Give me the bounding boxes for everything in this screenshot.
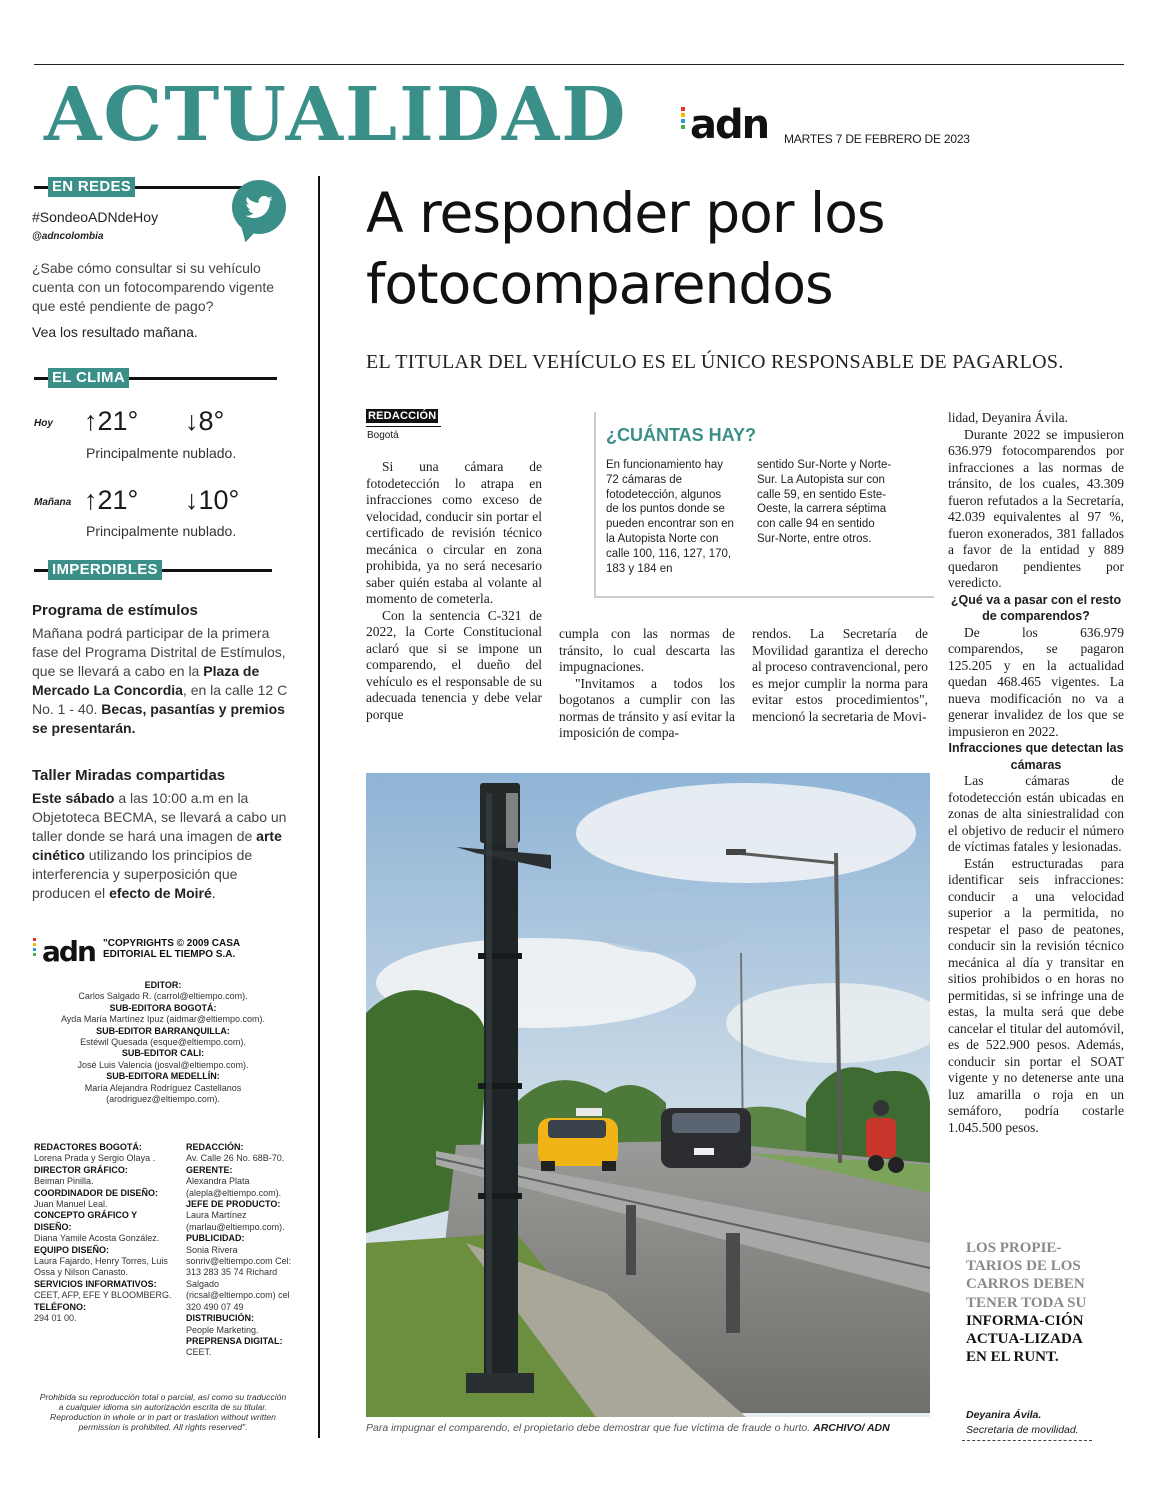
poll-question: ¿Sabe cómo consultar si su vehículo cuenta con un fotocomparendo vigente que esté pendiente de pago? [32, 260, 275, 314]
credits-right [186, 1142, 296, 1359]
credit-role: SUB-EDITORA MEDELLÍN: [106, 1071, 220, 1082]
credit-role: EQUIPO DISEÑO: [34, 1244, 110, 1255]
event-1-text: Mañana podrá participar de la primera fase del Programa Distrital de Estímulos, que se llevará a cabo en la Plaza de Mercado La Concordia, en la calle 12 C No. 1 - 40. Becas, pasantías y premios se presentarán. [32, 625, 288, 736]
weather-tomorrow-label: Mañana [34, 497, 72, 508]
credits-logo [42, 935, 95, 968]
en-redes-label: EN REDES [48, 177, 135, 197]
credit-names: Ayda María Martínez Ipuz (aidmar@eltiempo.com). [60, 1014, 266, 1025]
credit-names: People Marketing. [186, 1324, 259, 1335]
quote-rule [962, 1440, 1092, 1441]
imperdibles-label: IMPERDIBLES [48, 560, 162, 580]
credit-names: Av. Calle 26 No. 68B-70. [186, 1153, 285, 1164]
column-rule [318, 176, 320, 1438]
event-1-title: Programa de estímulos [32, 602, 198, 619]
sidebox-col-1: En funcionamiento hay 72 cámaras de fotodetección, algunos de los puntos donde se pueden encontrar son en la Autopista Norte con calle 100, 116, 127, 170, 183 y 184 en [606, 459, 734, 575]
credit-role: EDITOR: [144, 980, 182, 990]
credits-left [34, 1142, 174, 1325]
photo-caption: Para impugnar el comparendo, el propietario debe demostrar que fue víctima de fraude o hurto. ARCHIVO/ ADN [366, 1422, 890, 1434]
brand-name: adn [690, 102, 769, 148]
credit-role: SERVICIOS INFORMATIVOS: [34, 1278, 157, 1289]
credit-names: Carlos Salgado R. (carrol@eltiempo.com). [78, 991, 248, 1002]
credit-role: REDACTORES BOGOTÁ: [34, 1142, 142, 1152]
sidebox-frame-left [594, 412, 596, 597]
poll-cta: Vea los resultado mañana. [32, 324, 198, 340]
credit-names: María Alejandra Rodríguez Castellanos (arodriguez@eltiempo.com). [84, 1082, 242, 1105]
credit-role: JEFE DE PRODUCTO: [186, 1199, 281, 1210]
credit-names: José Luis Valencia (josval@eltiempo.com). [77, 1059, 249, 1070]
credit-names: 294 01 00. [34, 1313, 77, 1324]
credit-names: Alexandra Plata (alepla@eltiempo.com). [186, 1176, 282, 1198]
credit-role: SUB-EDITOR BARRANQUILLA: [96, 1025, 230, 1036]
credit-names: Diana Yamile Acosta González. [34, 1233, 160, 1244]
credit-names: Laura Fajardo, Henry Torres, Luis Ossa y Nilson Canasto. [34, 1256, 168, 1278]
credits-brand: adn [42, 935, 95, 968]
article-photo [366, 773, 930, 1417]
brand-logo [690, 102, 768, 148]
credit-role: SUB-EDITORA BOGOTÁ: [109, 1002, 217, 1013]
top-rule [34, 64, 1124, 65]
weather-today-label: Hoy [34, 418, 53, 429]
article-col-2: cumpla con las normas de tránsito, lo cual descarta las impugnaciones. "Invitamos a todos los bogotanos a cumplir con las normas de tránsito y así evitar la imposición de compa- [559, 626, 735, 740]
credit-role: TELÉFONO: [34, 1301, 86, 1312]
weather-today-low: ↓8° [185, 406, 225, 436]
byline-rule [366, 426, 441, 427]
event-2-text: Este sábado a las 10:00 a.m en la Objetoteca BECMA, se llevará a cabo un taller donde se hará una imagen de arte cinético utilizando los principios de interferencia y superposición que producen el efecto de Moiré. [32, 790, 287, 901]
credit-names: Estéwil Quesada (esque@eltiempo.com). [80, 1037, 246, 1048]
legal-notice: Prohibida su reproducción total o parcial, así como su traducción a cualquier idioma sin autorización escrita de su titular. Reproduction in whole or in part or traslation without written permission is prohibited. All rights reserved". [39, 1392, 287, 1432]
credit-names: Beiman Pinilla. [34, 1176, 94, 1187]
credit-names: CEET, AFP, EFE Y BLOOMBERG. [34, 1290, 172, 1301]
credit-names: Laura Martínez (marlau@eltiempo.com). [186, 1210, 285, 1232]
article-col-1: Si una cámara de fotodetección lo atrapa en infracciones como exceso de velocidad, conducir sin portar el certificado de revisión técnico mecánica o circular en zona prohibida, ya no será necesario saber quién estaba al volante al momento de cometerla. Con la sentencia C-321 de 2022, la Corte Constitucional aclaró que si se impone un comparendo, el dueño del vehículo es el responsable de su adecuada tenencia y debe velar porque [366, 459, 542, 722]
credit-role: DIRECTOR GRÁFICO: [34, 1164, 128, 1175]
hashtag: #SondeoADNdeHoy [32, 209, 159, 225]
twitter-handle: @adncolombia [32, 231, 104, 242]
article-headline: A responder por los fotocomparendos [366, 181, 885, 316]
credit-names: CEET. [186, 1347, 212, 1358]
credit-role: CONCEPTO GRÁFICO Y DISEÑO: [34, 1210, 138, 1232]
clima-header [34, 369, 277, 387]
credit-names: Lorena Prada y Sergio Olaya . [34, 1153, 156, 1164]
logo-dots-icon [33, 938, 38, 958]
weather-tomorrow-low: ↓10° [185, 485, 240, 515]
credit-role: REDACCIÓN: [186, 1142, 244, 1152]
credit-role: PUBLICIDAD: [186, 1233, 245, 1244]
credit-names: Juan Manuel Leal. [34, 1199, 108, 1210]
copyright: "COPYRIGHTS © 2009 CASA EDITORIAL EL TIEMPO S.A. [103, 938, 240, 961]
photo-credit: ARCHIVO/ ADN [813, 1422, 890, 1434]
weather-today-high: ↑21° [84, 406, 139, 436]
weather-tomorrow-high: ↑21° [84, 485, 139, 515]
credit-names: Sonia Rivera sonriv@eltiempo.com Cel: 313 283 35 74 Richard Salgado (ricsal@eltiempo.com) cel 320 490 07 49 [186, 1244, 292, 1312]
pull-quote: LOS PROPIE-TARIOS DE LOS CARROS DEBEN TENER TODA SU INFORMA-CIÓN ACTUA-LIZADA EN EL RUNT. [966, 1240, 1087, 1366]
article-col-3: rendos. La Secretaría de Movilidad garantiza el derecho al proceso contravencional, pero es mejor cumplir la norma para evitar estos procedimientos", mencionó la secretaria de Movi- [752, 626, 928, 724]
article-col-4: lidad, Deyanira Ávila. Durante 2022 se impusieron 636.979 fotocomparendos por infracciones a las normas de tránsito, de los cuales, 43.309 fueron refutados a la Secretaría, 42.039 equivalentes al 97 %, fueron exonerados, 381 fallados a favor de la entidad y 889 quedaron pendientes por veredicto. ¿Qué va a pasar con el resto de comparendos? De los 636.979 comparendos, se pagaron 125.205 y en la actualidad quedan 468.465 vigentes. La nueva modificación no va a generar invalidez de los que se impusieron en 2022. Infracciones que detectan las cámaras Las cámaras de fotodetección están ubicadas en zonas de alta siniestralidad con el objetivo de reducir el número de víctimas fatales y lesionadas. Están estructuradas para identificar seis infracciones: conducir a una velocidad superior a la permitida, no respetar el paso de peatones, conducir sin la revisión técnico mecánica al día y transitar en sitios prohibidos o en horas no permitidas, si se infringe una de estas, la multa será que debe cancelar el titular del automóvil, es de 522.900 pesos. Además, conducir sin portar el SOAT vigente y no detenerse ante una luz amarilla o roja en un semáforo, podría costarle 1.045.500 pesos. [948, 410, 1124, 1135]
credits-center [36, 980, 290, 1105]
weather-tomorrow-condition: Principalmente nublado. [86, 523, 237, 539]
credit-role: DISTRIBUCIÓN: [186, 1313, 254, 1324]
byline-location: Bogotá [367, 430, 399, 441]
section-title: ACTUALIDAD [44, 72, 628, 158]
credit-role: SUB-EDITOR CALI: [121, 1048, 205, 1059]
imperdibles-header [34, 561, 272, 579]
credit-role: COORDINADOR DE DISEÑO: [34, 1187, 159, 1198]
clima-label: EL CLIMA [48, 368, 129, 388]
sidebox-title: ¿CUÁNTAS HAY? [606, 425, 757, 445]
logo-dots-icon [681, 107, 686, 131]
issue-date: MARTES 7 DE FEBRERO DE 2023 [784, 132, 970, 146]
byline-tag: REDACCIÓN [368, 410, 437, 422]
weather-today-condition: Principalmente nublado. [86, 445, 237, 461]
sidebox-frame-bottom [594, 596, 934, 598]
event-2-title: Taller Miradas compartidas [32, 767, 226, 784]
sidebox-col-2: sentido Sur-Norte y Norte- Sur. La Autopista sur con calle 59, en sentido Este-Oeste, la carrera séptima con calle 94 en sentido Sur-Norte, entre otros. [757, 459, 892, 545]
quote-attribution: Deyanira Ávila. Secretaria de movilidad. [966, 1409, 1079, 1436]
credit-role: PREPRENSA DIGITAL: [186, 1335, 283, 1346]
article-deck: EL TITULAR DEL VEHÍCULO ES EL ÚNICO RESPONSABLE DE PAGARLOS. [366, 351, 1064, 373]
credit-role: GERENTE: [186, 1164, 233, 1175]
